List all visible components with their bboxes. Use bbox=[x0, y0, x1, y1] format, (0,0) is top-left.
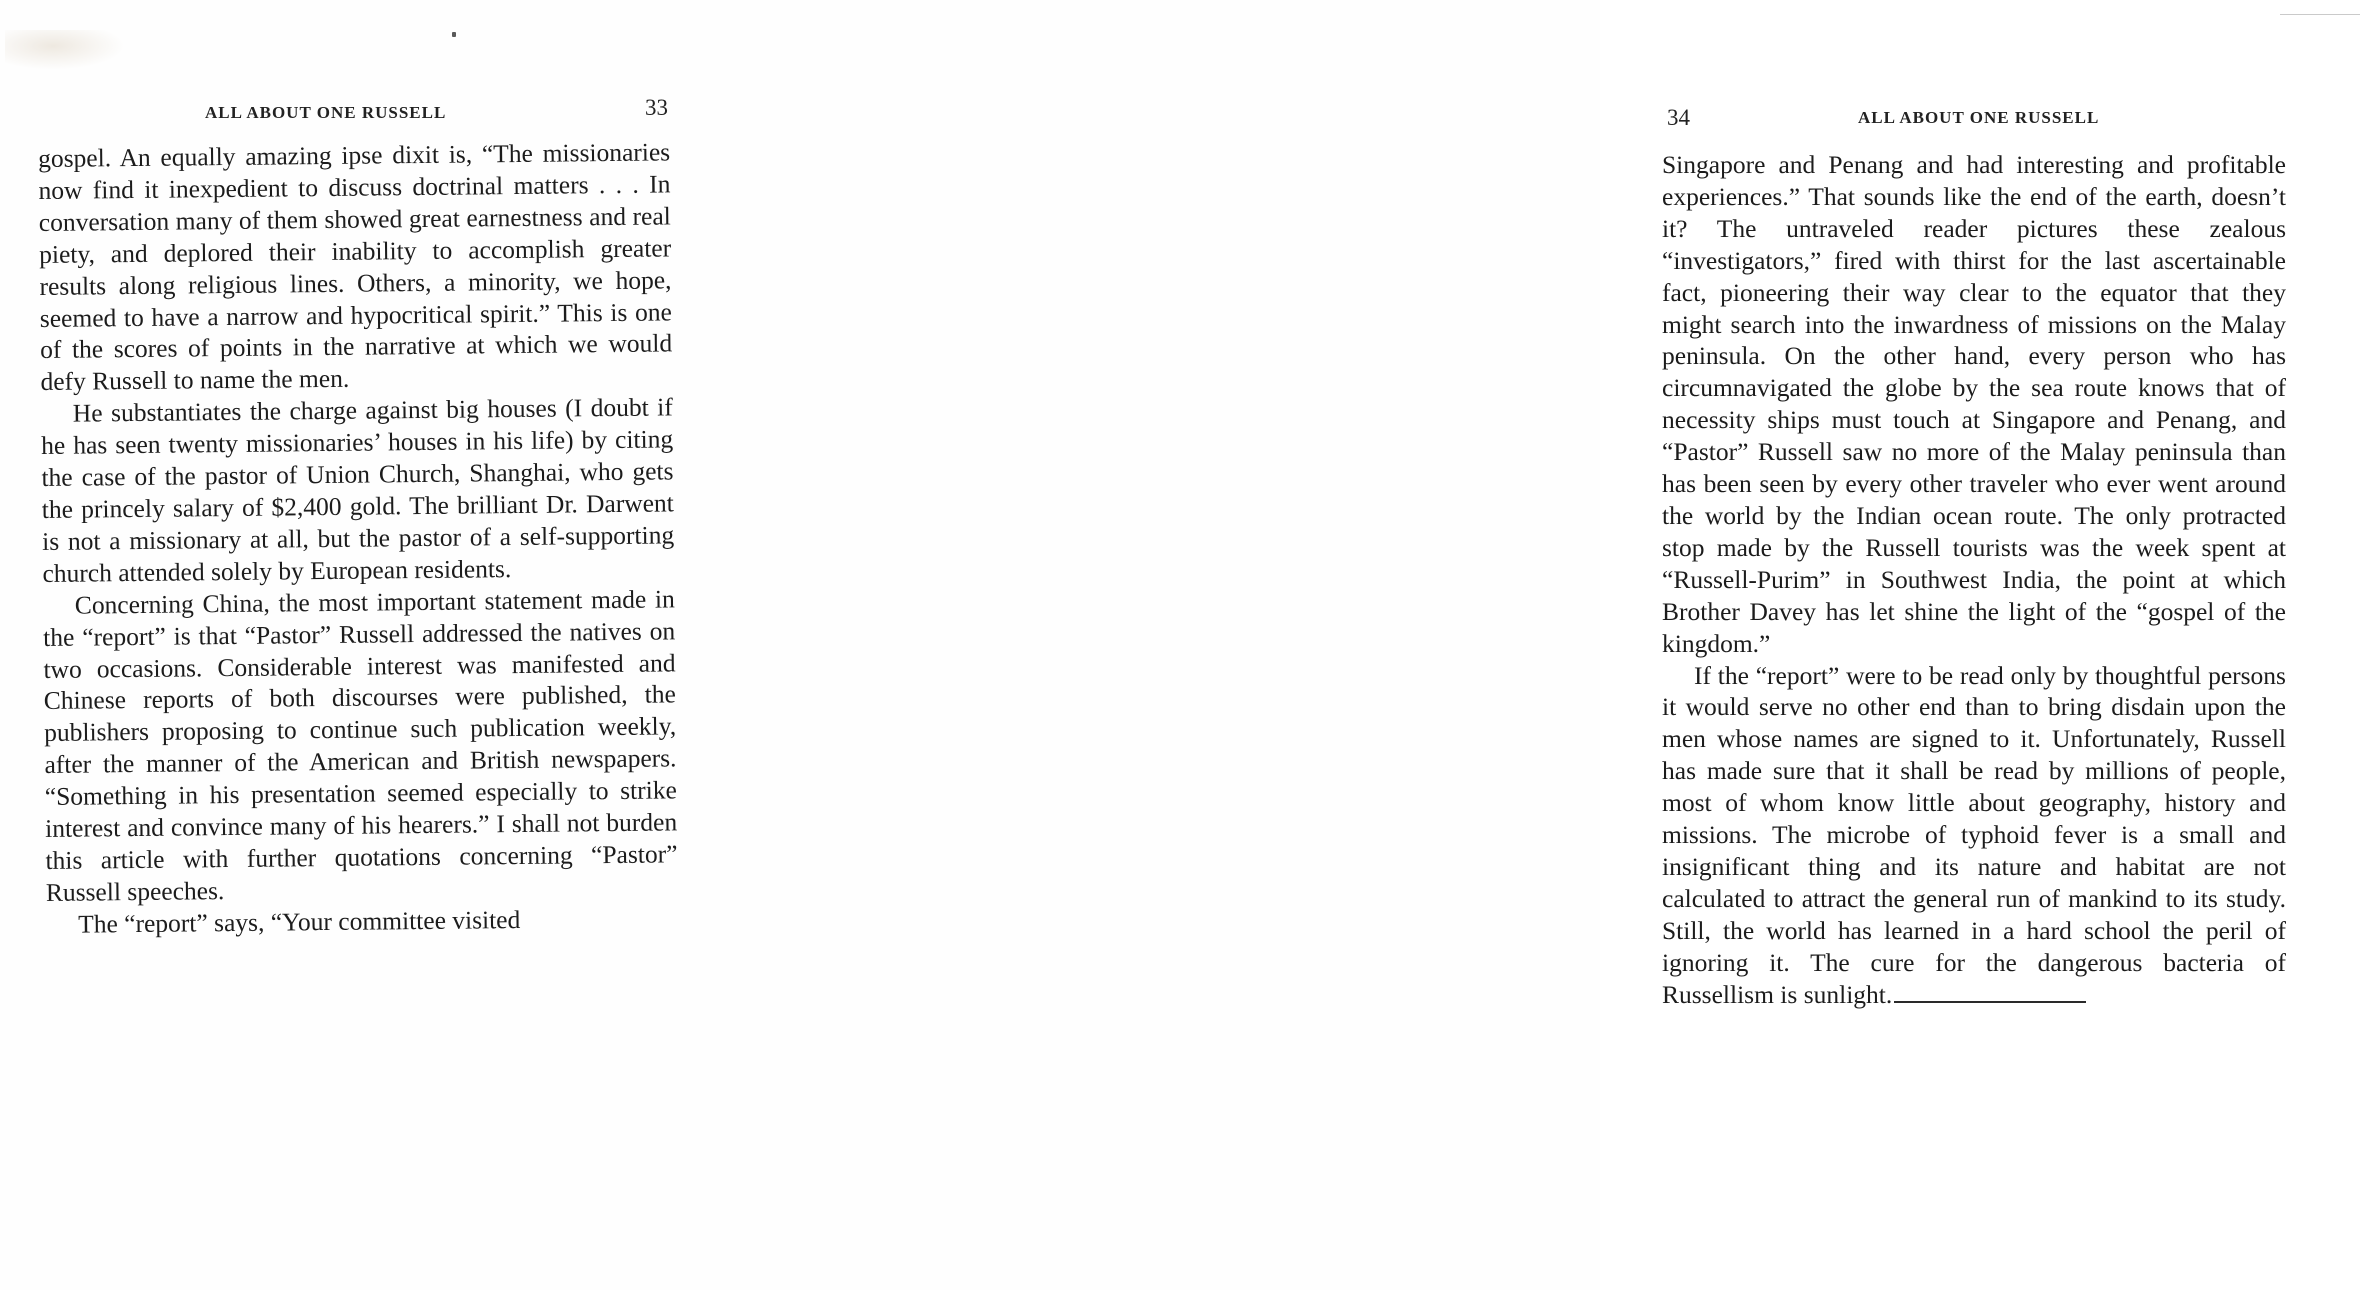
right-page-body bbox=[1662, 149, 2286, 1010]
paragraph-text: If the “report” were to be read only by thoughtful persons it would serve no other end than to bring disdain upon the men whose names are signed to it. Unfortunately, Russell has made sure that it shall be read by millions of people, most of whom know little about geography, history and missions. The microbe of typhoid fever is a small and insignificant thing and its nature and habitat are not calculated to attract the general run of mankind to its study. Still, the world has learned in a hard school the peril of ignoring it. The cure for the dangerous bacteria of Russellism is sunlight. bbox=[1662, 660, 2286, 1009]
running-head-right: ALL ABOUT ONE RUSSELL bbox=[1858, 108, 2100, 127]
paragraph: Singapore and Penang and had interesting and profitable experiences.” That sounds like the end of the earth, doesn’t it? The untraveled reader pictures these zealous “investigators,” fired with thirst for the last ascertainable fact, pioneering their way clear to the equator that they might search into the inwardness of missions on the Malay peninsula. On the other hand, every person who has circumnavigated the globe by the sea route knows that of necessity ships must touch at Singapore and Penang, and “Pastor” Russell saw no more of the Malay peninsula than has been seen by every other traveler who ever went around the world by the Indian ocean route. The only protracted stop made by the Russell tourists was the week spent at “Russell-Purim” in Southwest India, the point at which Brother Davey has let shine the light of the “gospel of the kingdom.” bbox=[1662, 150, 2286, 658]
edge-mark bbox=[2280, 14, 2360, 15]
left-page-body bbox=[38, 136, 678, 940]
running-head-left: ALL ABOUT ONE RUSSELL bbox=[205, 103, 447, 122]
paragraph: He substantiates the charge against big houses (I doubt if he has seen twenty missionaries’ houses in his life) by citing the case of the pastor of Union Church, Shanghai, who gets the princely salary of $2,400 gold. The brilliant Dr. Darwent is not a missionary at all, but the pastor of a self-supporting church attended solely by European residents. bbox=[41, 392, 675, 588]
end-rule bbox=[1894, 1001, 2086, 1003]
ink-speck bbox=[452, 32, 456, 37]
left-page bbox=[0, 0, 790, 1290]
paragraph-final bbox=[1662, 660, 2286, 1011]
paragraph: Concerning China, the most important statement made in the “report” is that “Pastor” Russell addressed the natives on two occasions. Considerable interest was manifested and Chinese reports of both discourses were published, the publishers proposing to continue such publication weekly, after the manner of the American and British newspapers. “Something in his presentation seemed especially to strike interest and convince many of his hearers.” I shall not burden this article with further quotations concerning “Pastor” Russell speeches. bbox=[43, 584, 678, 907]
right-page bbox=[790, 0, 2286, 1290]
page-number-left: 33 bbox=[645, 95, 668, 120]
paragraph: gospel. An equally amazing ipse dixit is, “The missionaries now find it inexpedient to discuss doctrinal matters . . . In conversation many of them showed great earnestness and real piety, and deplored their inability to accomplish greater results along religious lines. Others, a minority, we hope, seemed to have a narrow and hypocritical spirit.” This is one of the scores of points in the narrative at which we would defy Russell to name the men. bbox=[38, 137, 673, 397]
paper-smudge bbox=[5, 30, 125, 70]
page-number-right: 34 bbox=[1667, 105, 1690, 130]
paragraph: The “report” says, “Your committee visited bbox=[78, 904, 521, 939]
